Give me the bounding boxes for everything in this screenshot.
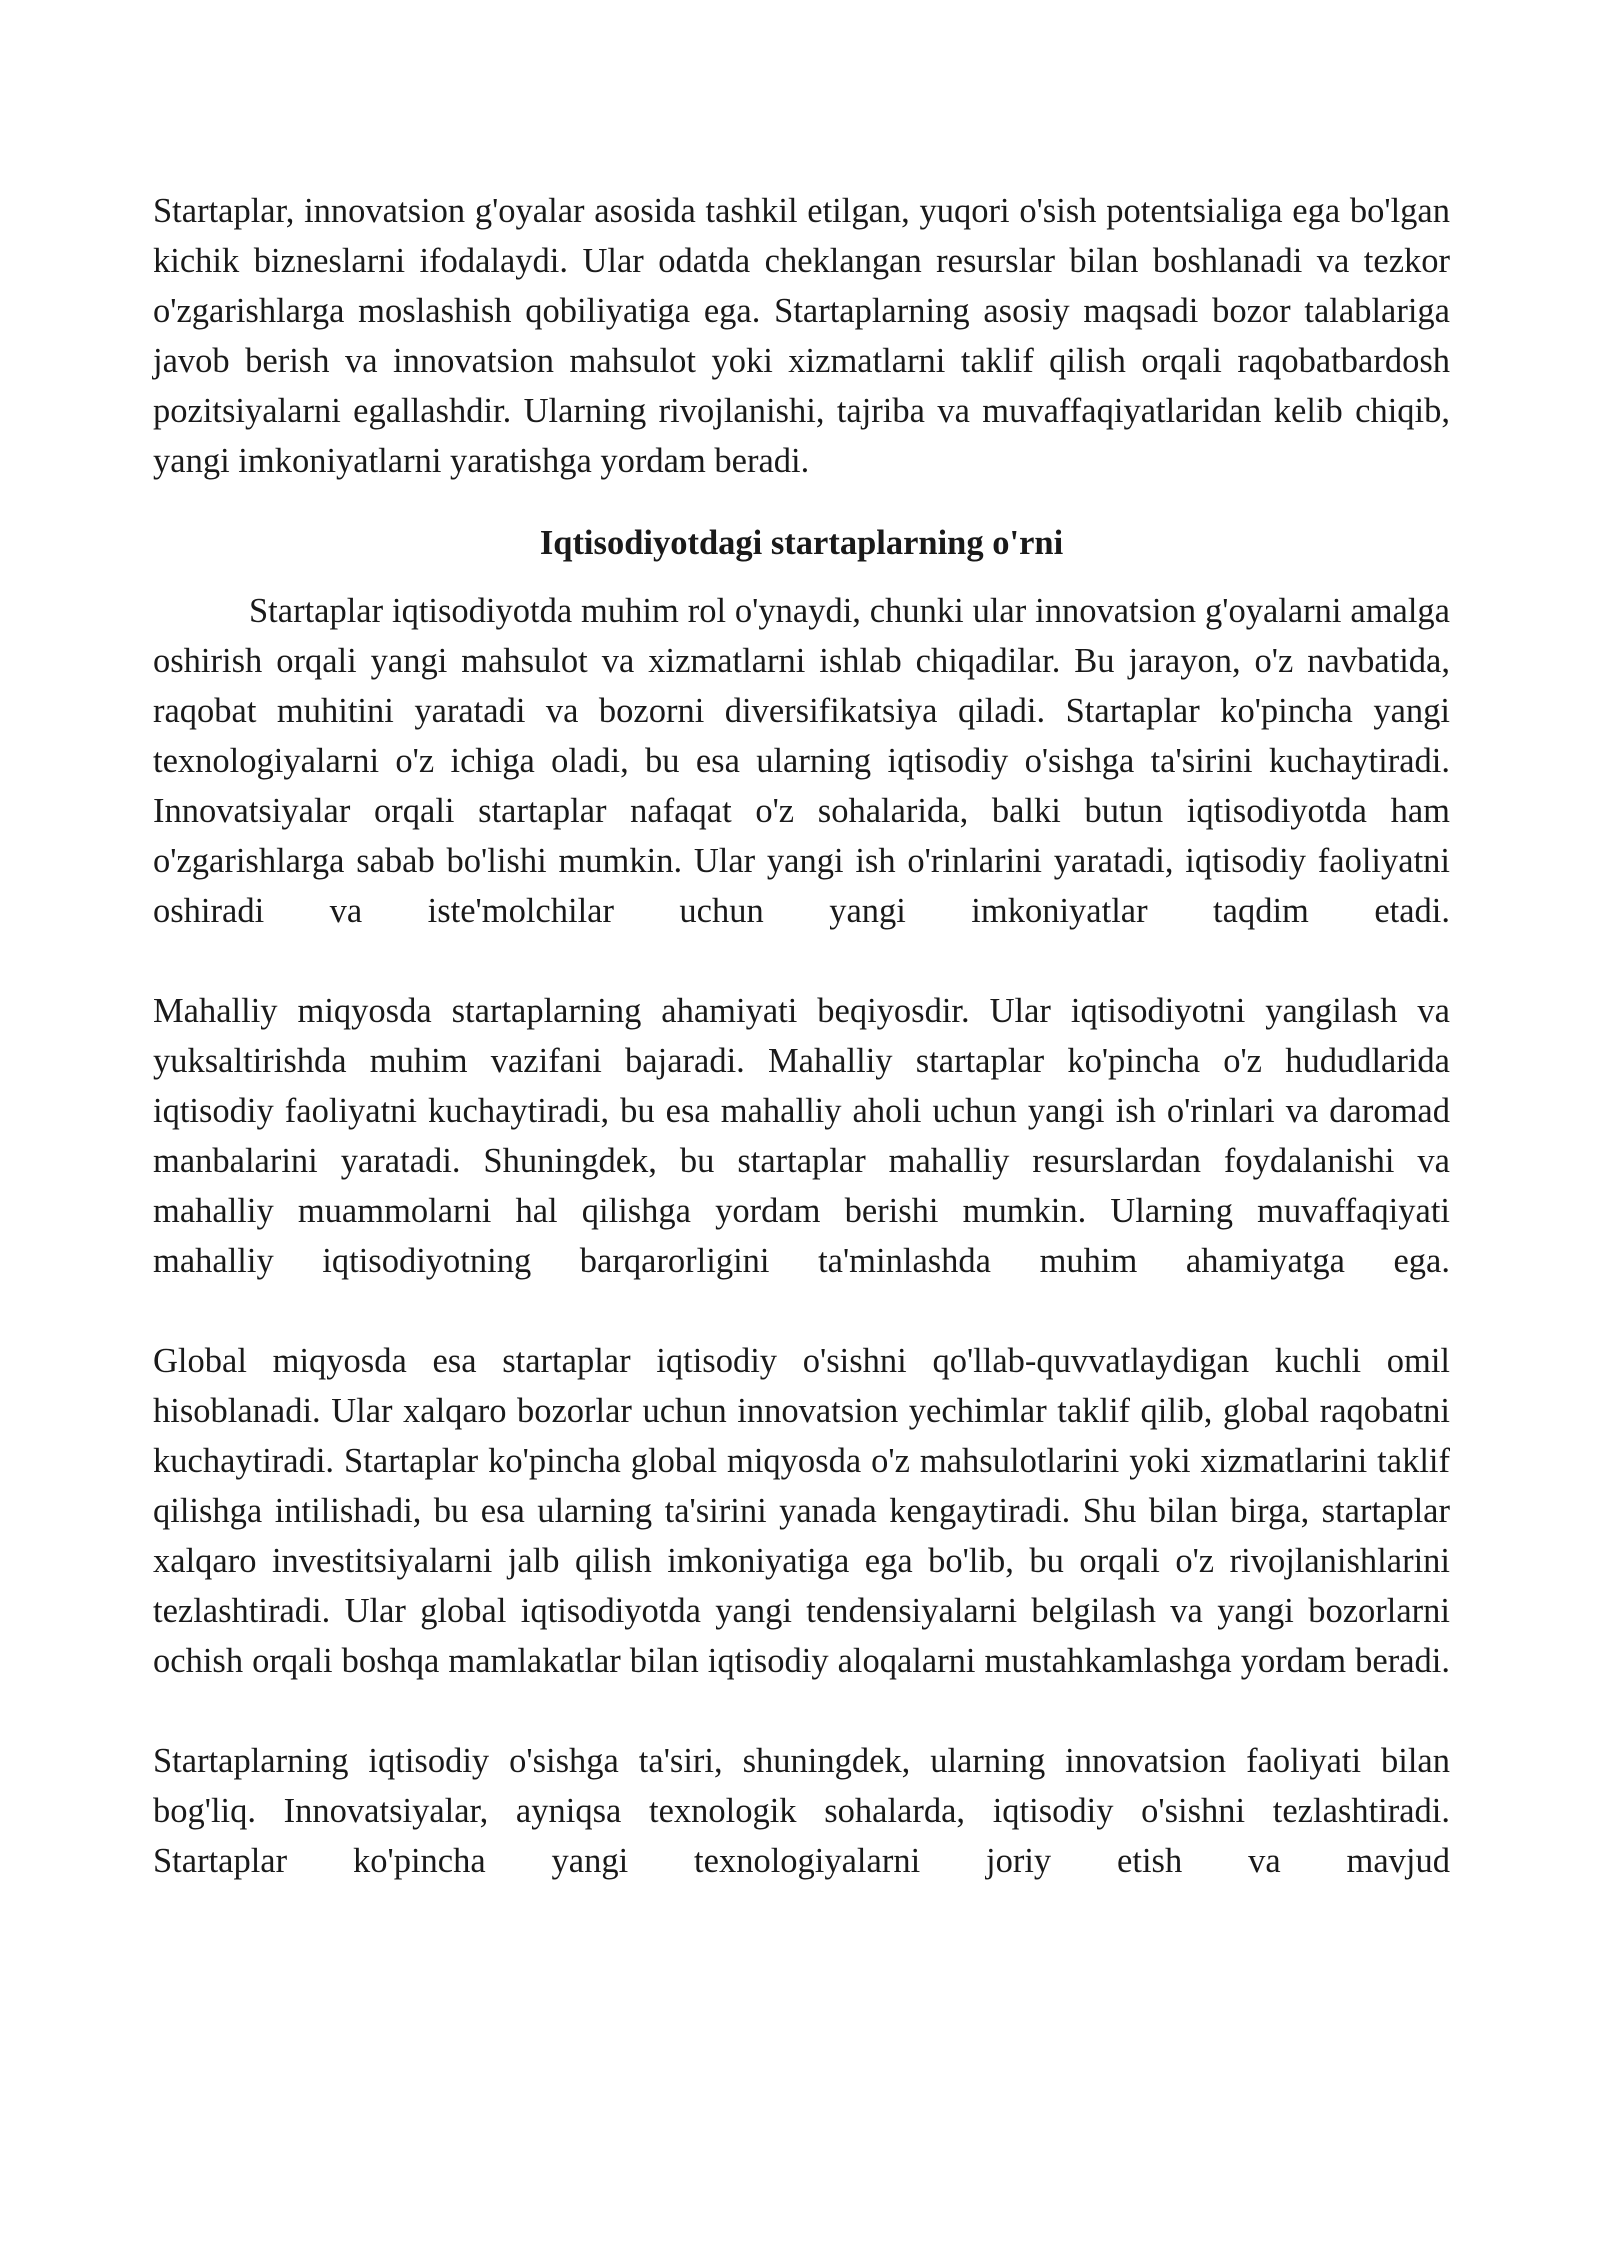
paragraph-spacer (153, 1286, 1450, 1336)
paragraph-1: Startaplar iqtisodiyotda muhim rol o'ynaydi, chunki ular innovatsion g'oyalarni amalga oshirish orqali yangi mahsulot va xizmatlarni ishlab chiqadilar. Bu jarayon, o'z navbatida, raqobat muhitini yaratadi va bozorni diversifikatsiya qiladi. Startaplar ko'pincha yangi texnologiyalarni o'z ichiga oladi, bu esa ularning iqtisodiy o'sishga ta'sirini kuchaytiradi. Innovatsiyalar orqali startaplar nafaqat o'z sohalarida, balki butun iqtisodiyotda ham o'zgarishlarga sabab bo'lishi mumkin. Ular yangi ish o'rinlarini yaratadi, iqtisodiy faoliyatni oshiradi va iste'molchilar uchun yangi imkoniyatlar taqdim etadi. (153, 592, 1450, 930)
paragraph-4: Startaplarning iqtisodiy o'sishga ta'siri, shuningdek, ularning innovatsion faoliyati bilan bog'liq. Innovatsiyalar, ayniqsa texnologik sohalarda, iqtisodiy o'sishni tezlashtiradi. Startaplar ko'pincha yangi texnologiyalarni joriy etish va mavjud (153, 1742, 1450, 1880)
paragraph-3: Global miqyosda esa startaplar iqtisodiy o'sishni qo'llab-quvvatlaydigan kuchli omil hisoblanadi. Ular xalqaro bozorlar uchun innovatsion yechimlar taklif qilib, global raqobatni kuchaytiradi. Startaplar ko'pincha global miqyosda o'z mahsulotlarini yoki xizmatlarini taklif qilishga intilishadi, bu esa ularning ta'sirini yanada kengaytiradi. Shu bilan birga, startaplar xalqaro investitsiyalarni jalb qilish imkoniyatiga ega bo'lib, bu orqali o'z rivojlanishlarini tezlashtiradi. Ular global iqtisodiyotda yangi tendensiyalarni belgilash va yangi bozorlarni ochish orqali boshqa mamlakatlar bilan iqtisodiy aloqalarni mustahkamlashga yordam beradi. (153, 1342, 1450, 1680)
section-heading: Iqtisodiyotdagi startaplarning o'rni (539, 524, 1064, 562)
intro-paragraph: Startaplar, innovatsion g'oyalar asosida tashkil etilgan, yuqori o'sish potentsialiga ega bo'lgan kichik bizneslarni ifodalaydi. Ular odatda cheklangan resurslar bilan boshlanadi va tezkor o'zgarishlarga moslashish qobiliyatiga ega. Startaplarning asosiy maqsadi bozor talablariga javob berish va innovatsion mahsulot yoki xizmatlarni taklif qilish orqali raqobatbardosh pozitsiyalarni egallashdir. Ularning rivojlanishi, tajriba va muvaffaqiyatlaridan kelib chiqib, yangi imkoniyatlarni yaratishga yordam beradi. (153, 192, 1450, 480)
document-body (153, 186, 1450, 1886)
paragraph-2: Mahalliy miqyosda startaplarning ahamiyati beqiyosdir. Ular iqtisodiyotni yangilash va yuksaltirishda muhim vazifani bajaradi. Mahalliy startaplar ko'pincha o'z hududlarida iqtisodiy faoliyatni kuchaytiradi, bu esa mahalliy aholi uchun yangi ish o'rinlari va daromad manbalarini yaratadi. Shuningdek, bu startaplar mahalliy resurslardan foydalanishi va mahalliy muammolarni hal qilishga yordam berishi mumkin. Ularning muvaffaqiyati mahalliy iqtisodiyotning barqarorligini ta'minlashda muhim ahamiyatga ega. (153, 992, 1450, 1280)
paragraph-spacer (153, 1686, 1450, 1736)
paragraph-spacer (153, 936, 1450, 986)
